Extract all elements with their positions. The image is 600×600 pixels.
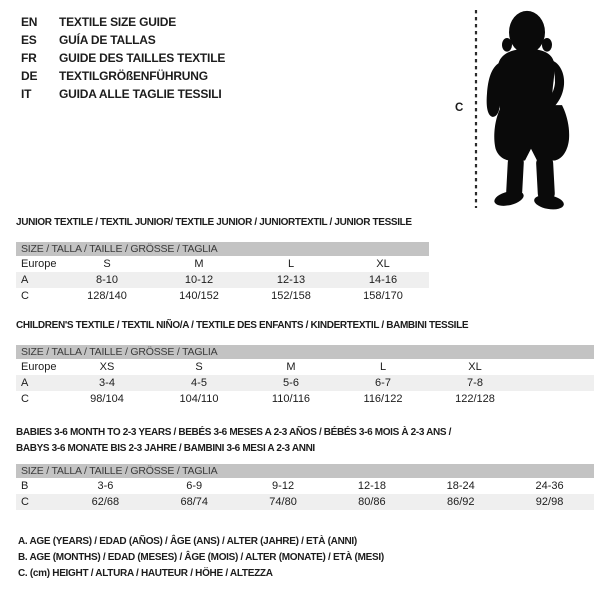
value-cell: 62/68 <box>91 496 120 508</box>
size-cell: XS <box>99 361 115 373</box>
value-cell: 3-4 <box>99 377 115 389</box>
row-label: B <box>21 480 29 492</box>
toddler-silhouette-icon <box>478 6 588 210</box>
size-cell: S <box>195 361 203 373</box>
junior-section-heading: JUNIOR TEXTILE / TEXTIL JUNIOR/ TEXTILE JUNIOR / JUNIORTEXTIL / JUNIOR TESSILE <box>16 217 412 228</box>
legend-line-b: B. AGE (MONTHS) / EDAD (MESES) / ÂGE (MOIS) / ALTER (MONATE) / ETÀ (MESI) <box>18 552 384 563</box>
value-cell: 4-5 <box>191 377 207 389</box>
table-row <box>16 359 594 375</box>
size-cell: S <box>103 258 111 270</box>
language-title: GUÍA DE TALLAS <box>59 33 156 47</box>
row-label: A <box>21 377 29 389</box>
size-cell: XL <box>376 258 390 270</box>
value-cell: 12-13 <box>276 274 306 286</box>
size-cell: M <box>286 361 296 373</box>
row-label: Europe <box>21 258 57 270</box>
value-cell: 3-6 <box>97 480 114 492</box>
row-label: Europe <box>21 361 57 373</box>
value-cell: 18-24 <box>446 480 475 492</box>
children-size-table <box>16 345 594 407</box>
table-row <box>16 288 429 304</box>
value-cell: 128/140 <box>87 290 127 302</box>
size-cell: XL <box>468 361 482 373</box>
value-cell: 12-18 <box>357 480 386 492</box>
value-cell: 6-9 <box>186 480 203 492</box>
value-cell: 140/152 <box>179 290 219 302</box>
value-cell: 14-16 <box>368 274 398 286</box>
value-cell: 24-36 <box>535 480 564 492</box>
value-cell: 98/104 <box>90 393 124 405</box>
size-cell: L <box>379 361 387 373</box>
babies-size-table <box>16 464 594 510</box>
table-row <box>16 256 429 272</box>
legend-line-a: A. AGE (YEARS) / EDAD (AÑOS) / ÂGE (ANS) / ALTER (JAHRE) / ETÀ (ANNI) <box>18 536 357 547</box>
babies-section-heading-line2: BABYS 3-6 MONATE BIS 2-3 JAHRE / BAMBINI 3-6 MESI A 2-3 ANNI <box>16 443 315 454</box>
language-row <box>21 49 225 67</box>
language-code: ES <box>21 33 37 47</box>
row-label: C <box>21 496 29 508</box>
value-cell: 152/158 <box>271 290 311 302</box>
value-cell: 158/170 <box>363 290 403 302</box>
size-table-header-bar: SIZE / TALLA / TAILLE / GRÖSSE / TAGLIA <box>16 345 594 359</box>
row-label: A <box>21 274 29 286</box>
value-cell: 5-6 <box>283 377 299 389</box>
measurement-legend <box>18 534 384 582</box>
language-title: GUIDA ALLE TAGLIE TESSILI <box>59 87 222 101</box>
value-cell: 74/80 <box>269 496 297 508</box>
size-table-header-bar: SIZE / TALLA / TAILLE / GRÖSSE / TAGLIA <box>16 464 594 478</box>
language-code: FR <box>21 51 37 65</box>
value-cell: 68/74 <box>180 496 208 508</box>
language-title: TEXTILGRÖßENFÜHRUNG <box>59 69 208 83</box>
language-row <box>21 31 225 49</box>
language-row <box>21 85 225 103</box>
value-cell: 110/116 <box>271 393 311 405</box>
value-cell: 86/92 <box>446 496 475 508</box>
row-label: C <box>21 290 29 302</box>
row-label: C <box>21 393 29 405</box>
children-section-heading: CHILDREN'S TEXTILE / TEXTIL NIÑO/A / TEXTILE DES ENFANTS / KINDERTEXTIL / BAMBINI TESSILE <box>16 320 469 331</box>
table-row <box>16 272 429 288</box>
table-row <box>16 478 594 494</box>
language-title-list <box>21 13 225 103</box>
value-cell: 7-8 <box>467 377 483 389</box>
table-row <box>16 375 594 391</box>
babies-section-heading-line1: BABIES 3-6 MONTH TO 2-3 YEARS / BEBÉS 3-6 MESES A 2-3 AÑOS / BÉBÉS 3-6 MOIS À 2-3 ANS / <box>16 427 452 438</box>
table-row <box>16 494 594 510</box>
value-cell: 8-10 <box>95 274 119 286</box>
height-measure-label: C <box>455 102 464 114</box>
size-cell: M <box>194 258 204 270</box>
language-title: GUIDE DES TAILLES TEXTILE <box>59 51 226 65</box>
value-cell: 104/110 <box>179 393 219 405</box>
size-table-header-bar: SIZE / TALLA / TAILLE / GRÖSSE / TAGLIA <box>16 242 429 256</box>
junior-size-table <box>16 242 429 304</box>
value-cell: 122/128 <box>455 393 495 405</box>
value-cell: 116/122 <box>363 393 403 405</box>
language-title: TEXTILE SIZE GUIDE <box>59 15 177 29</box>
language-row <box>21 13 225 31</box>
language-code: EN <box>21 15 38 29</box>
value-cell: 10-12 <box>184 274 214 286</box>
value-cell: 92/98 <box>535 496 564 508</box>
language-code: IT <box>21 87 32 101</box>
table-row <box>16 391 594 407</box>
language-code: DE <box>21 69 38 83</box>
language-row <box>21 67 225 85</box>
value-cell: 80/86 <box>358 496 386 508</box>
value-cell: 9-12 <box>272 480 295 492</box>
size-cell: L <box>287 258 295 270</box>
legend-line-c: C. (cm) HEIGHT / ALTURA / HAUTEUR / HÖHE / ALTEZZA <box>18 568 273 579</box>
value-cell: 6-7 <box>375 377 391 389</box>
